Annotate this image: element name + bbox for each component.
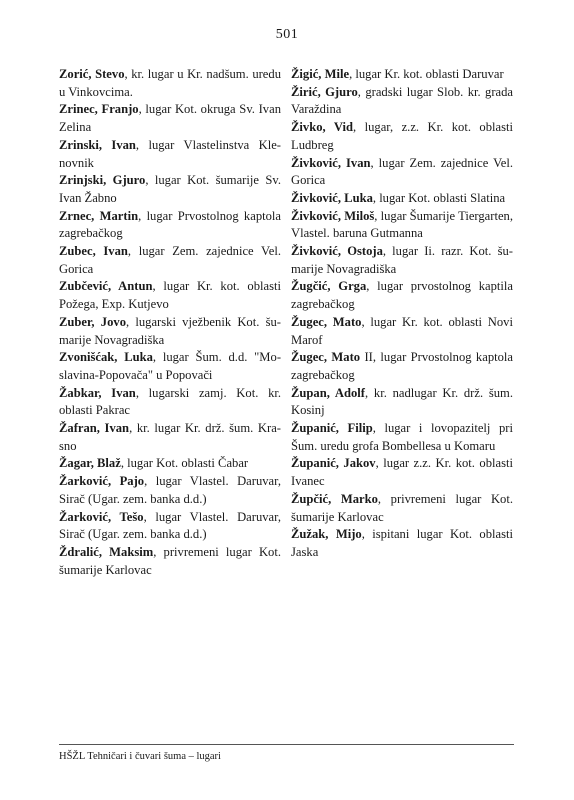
entry-desc: , kr. lugar Kr. drž. šum. Krasno bbox=[59, 421, 281, 453]
list-item bbox=[291, 119, 513, 154]
entry-name: Žirić, Gjuro bbox=[291, 84, 358, 99]
right-column bbox=[291, 66, 513, 562]
entry-desc: , lugar prvostolnog kaptila zagrebačkog bbox=[291, 279, 513, 312]
entry-desc: , lugar Kot. šumarije Sv. Ivan Žabno bbox=[59, 173, 282, 205]
list-item bbox=[59, 278, 281, 313]
entry-name: Zubec, Ivan bbox=[59, 244, 128, 259]
entry-name: Zrinski, Ivan bbox=[59, 137, 136, 152]
entry-name: Zrnec, Martin bbox=[59, 208, 139, 223]
entry-desc: , privremeni lugar Kot. šumarije Karlovac bbox=[59, 544, 281, 577]
list-item bbox=[59, 314, 281, 349]
footer-title: HŠŽL Tehničari i čuvari šuma – lugari bbox=[59, 751, 221, 762]
list-item bbox=[59, 101, 281, 136]
entry-desc: , lugar Vlastel. Daruvar, Sirač (Ugar. zem. banka d.d.) bbox=[59, 509, 281, 542]
entry-name: Živko, Vid bbox=[291, 120, 354, 135]
entry-name: Žugčić, Grga bbox=[291, 279, 367, 294]
list-item bbox=[291, 278, 513, 313]
entry-desc: , gradski lugar Slob. kr. grada Varaždina bbox=[291, 84, 514, 117]
entry-desc: , kr. lugar u Kr. nadšum. uredu u Vinkovcima. bbox=[59, 67, 281, 99]
entry-name: Žabkar, Ivan bbox=[59, 385, 136, 400]
entry-name: Ždralić, Maksim bbox=[59, 544, 154, 559]
entry-name: Zrinec, Franjo bbox=[59, 102, 139, 117]
footer-divider bbox=[59, 744, 514, 745]
entry-name: Živković, Miloš bbox=[291, 208, 375, 223]
list-item bbox=[291, 66, 513, 84]
list-item bbox=[59, 349, 281, 384]
entry-desc: , lugar Kr. kot. oblasti Novi Marof bbox=[291, 314, 513, 347]
entry-name: Žarković, Tešo bbox=[59, 509, 144, 524]
list-item bbox=[291, 420, 513, 455]
list-item bbox=[59, 172, 281, 207]
entry-name: Žužak, Mijo bbox=[291, 527, 362, 542]
list-item bbox=[59, 420, 281, 455]
list-item bbox=[59, 208, 281, 243]
entry-desc: II, lugar Prvostolnog kaptola zagrebačkog bbox=[291, 350, 513, 382]
entry-desc: , kr. nadlugar Kr. drž. šum. Kosinj bbox=[291, 385, 513, 418]
list-item bbox=[59, 544, 281, 579]
list-item bbox=[59, 137, 281, 172]
entry-desc: , lugar, z.z. Kr. kot. oblasti Ludbreg bbox=[291, 120, 514, 152]
list-item bbox=[291, 526, 513, 561]
entry-desc: , lugar Kot. oblasti Čabar bbox=[120, 456, 249, 471]
entry-desc: , lugar Zem. zajednice Vel. Gorica bbox=[291, 155, 513, 188]
entry-name: Zuber, Jovo bbox=[59, 314, 126, 329]
entry-desc: , lugar Prvostolnog kaptola zagrebačkog bbox=[59, 208, 281, 241]
entry-name: Zubčević, Antun bbox=[59, 279, 153, 294]
entry-desc: , lugar i lovopazitelj pri Šum. uredu grofa Bombellesa u Komaru bbox=[291, 421, 513, 453]
entry-name: Žugec, Mato bbox=[291, 314, 362, 329]
entry-desc: , lugar Kr. kot. oblasti Daruvar bbox=[349, 67, 504, 81]
entry-desc: , privremeni lugar Kot. šumarije Karlovac bbox=[291, 491, 513, 524]
entry-name: Županić, Filip bbox=[291, 421, 373, 436]
entry-desc: , lugar Zem. zajednice Vel. Gorica bbox=[59, 244, 281, 276]
entry-desc: , lugar z.z. Kr. kot. oblasti Ivanec bbox=[291, 456, 513, 489]
entry-desc: , ispitani lugar Kot. oblasti Jaska bbox=[291, 527, 514, 559]
list-item bbox=[59, 66, 281, 101]
entry-name: Župan, Adolf bbox=[291, 385, 365, 400]
list-item bbox=[59, 473, 281, 508]
entry-desc: , lugar Vlastelinstva Klenovnik bbox=[59, 137, 281, 170]
list-item bbox=[291, 243, 513, 278]
entry-desc: , lugar Vlastel. Daruvar, Sirač (Ugar. zem. banka d.d.) bbox=[59, 474, 281, 506]
list-item bbox=[59, 385, 281, 420]
entry-name: Županić, Jakov bbox=[291, 456, 376, 471]
entry-desc: , lugar Kot. oblasti Slatina bbox=[372, 190, 506, 205]
entry-name: Živković, Luka bbox=[291, 190, 373, 205]
list-item bbox=[291, 208, 513, 243]
entry-desc: , lugar Ii. razr. Kot. šumarije Novagradiška bbox=[291, 244, 513, 276]
entry-name: Zrinjski, Gjuro bbox=[59, 173, 146, 188]
list-item bbox=[291, 84, 513, 119]
list-item bbox=[291, 385, 513, 420]
list-item bbox=[291, 349, 513, 384]
list-item bbox=[291, 455, 513, 490]
entry-name: Živković, Ostoja bbox=[291, 244, 383, 259]
entry-name: Žarković, Pajo bbox=[59, 474, 145, 489]
entry-desc: , lugar Kr. kot. oblasti Požega, Exp. Kutjevo bbox=[59, 279, 281, 312]
entry-name: Živković, Ivan bbox=[291, 155, 371, 170]
entry-name: Zvonišćak, Luka bbox=[59, 350, 153, 365]
list-item bbox=[291, 155, 513, 190]
page-number: 501 bbox=[275, 27, 299, 42]
left-column bbox=[59, 66, 281, 579]
entry-name: Žugec, Mato bbox=[291, 350, 361, 365]
list-item bbox=[291, 491, 513, 526]
entry-desc: , lugar Šum. d.d. "Moslavina-Popovača" u Popovači bbox=[59, 350, 282, 382]
list-item bbox=[59, 243, 281, 278]
entry-name: Žagar, Blaž bbox=[59, 456, 121, 471]
list-item bbox=[291, 190, 513, 208]
entry-desc: , lugar Kot. okruga Sv. Ivan Zelina bbox=[59, 102, 281, 135]
entry-desc: , lugarski zamj. Kot. kr. oblasti Pakrac bbox=[59, 385, 282, 418]
entry-name: Zorić, Stevo bbox=[59, 67, 125, 81]
entry-desc: , lugarski vježbenik Kot. šumarije Novagradiška bbox=[59, 314, 281, 347]
entry-name: Žafran, Ivan bbox=[59, 421, 130, 436]
entry-name: Župčić, Marko bbox=[291, 491, 378, 506]
list-item bbox=[59, 455, 281, 473]
entry-desc: , lugar Šumarije Tiergarten, Vlastel. baruna Gutmanna bbox=[291, 208, 513, 241]
entry-name: Žigić, Mile bbox=[291, 67, 350, 81]
list-item bbox=[291, 314, 513, 349]
list-item bbox=[59, 509, 281, 544]
